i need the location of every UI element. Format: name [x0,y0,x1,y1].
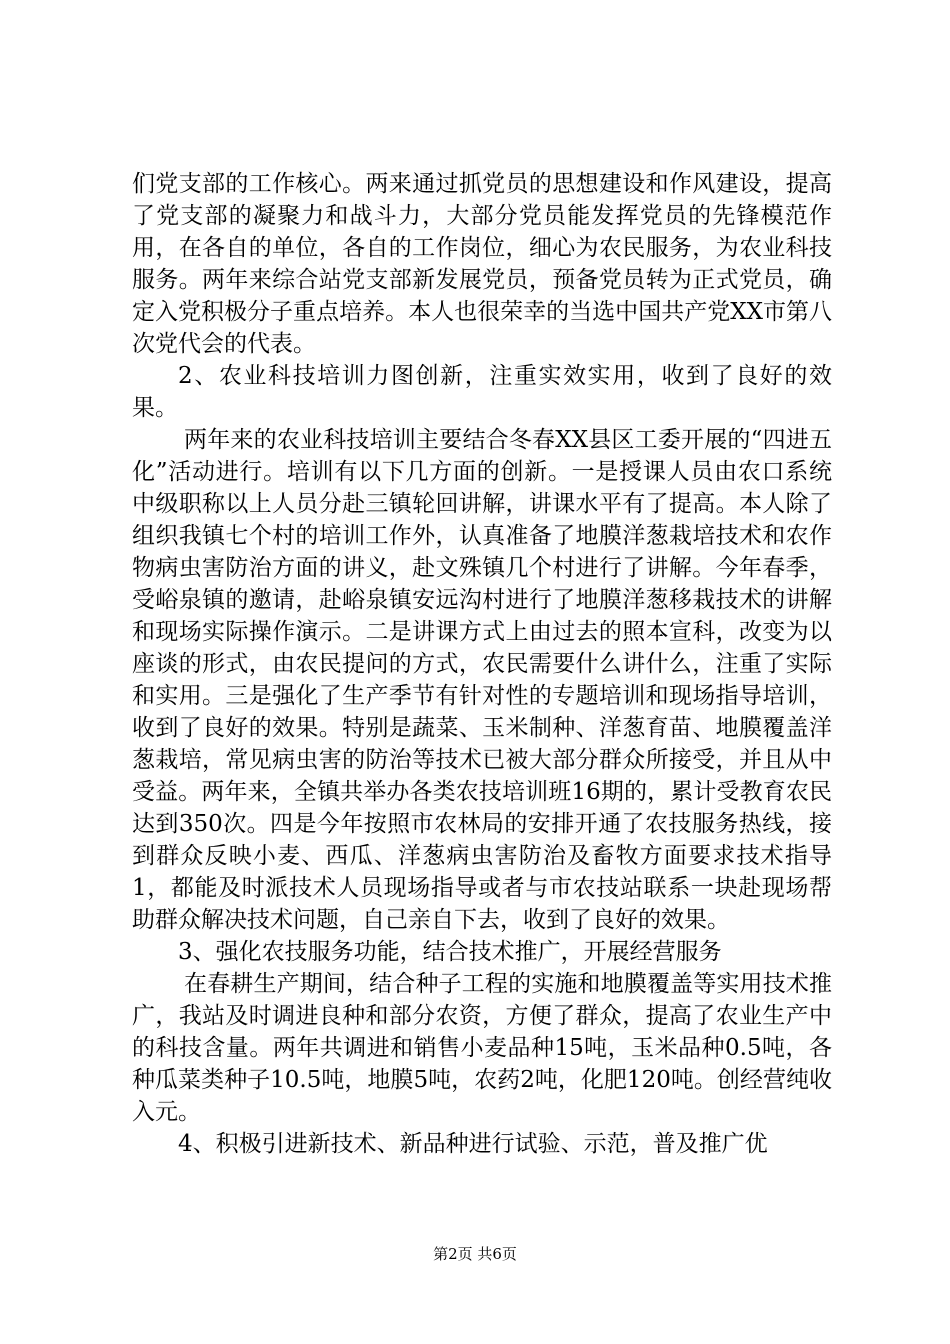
heading-service-function: 3、强化农技服务功能，结合技术推广，开展经营服务 [178,939,722,965]
page-number: 第2页 共6页 [433,1245,517,1263]
heading-training-innovation: 2、农业科技培训力图创新，注重实效实用，收到了良好的效果。 [132,363,832,421]
heading-new-technology: 4、积极引进新技术、新品种进行试验、示范，普及推广优 [178,1131,768,1157]
paragraph-party-branch: 们党支部的工作核心。两来通过抓党员的思想建设和作风建设，提高了党支部的凝聚力和战斗力，大部分党员能发挥党员的先锋模范作用，在各自的单位，各自的工作岗位，细心为农民服务，为农业科技服务。两年来综合站党支部新发展党员，预备党员转为正式党员，确定入党积极分子重点培养。本人也很荣幸的当选中国共产党XX市第八次党代会的代表。 [132,171,832,357]
paragraph-service-details: 在春耕生产期间，结合种子工程的实施和地膜覆盖等实用技术推广，我站及时调进良种和部分农资，方便了群众，提高了农业生产中的科技含量。两年共调进和销售小麦品种15吨，玉米品种0.5吨，各种瓜菜类种子10.5吨，地膜5吨，农药2吨，化肥120吨。创经营纯收入元。 [132,971,832,1125]
document-body [132,168,832,1160]
paragraph-training-details: 两年来的农业科技培训主要结合冬春XX县区工委开展的“四进五化”活动进行。培训有以下几方面的创新。一是授课人员由农口系统中级职称以上人员分赴三镇轮回讲解，讲课水平有了提高。本人除了组织我镇七个村的培训工作外，认真准备了地膜洋葱栽培技术和农作物病虫害防治方面的讲义，赴文殊镇几个村进行了讲解。今年春季，受峪泉镇的邀请，赴峪泉镇安远沟村进行了地膜洋葱移栽技术的讲解和现场实际操作演示。二是讲课方式上由过去的照本宣科，改变为以座谈的形式，由农民提问的方式，农民需要什么讲什么，注重了实际和实用。三是强化了生产季节有针对性的专题培训和现场指导培训，收到了良好的效果。特别是蔬菜、玉米制种、洋葱育苗、地膜覆盖洋葱栽培，常见病虫害的防治等技术已被大部分群众所接受，并且从中受益。两年来，全镇共举办各类农技培训班16期的，累计受教育农民达到350次。四是今年按照市农林局的安排开通了农技服务热线，接到群众反映小麦、西瓜、洋葱病虫害防治及畜牧方面要求技术指导1，都能及时派技术人员现场指导或者与市农技站联系一块赴现场帮助群众解决技术问题，自己亲自下去，收到了良好的效果。 [132,427,832,933]
